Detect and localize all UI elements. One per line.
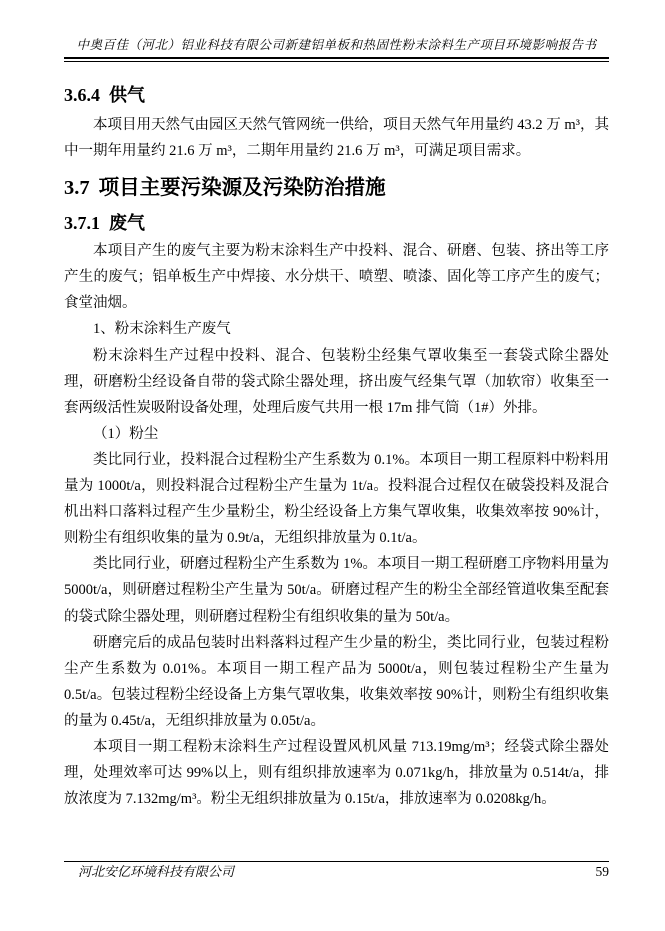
section-title: 项目主要污染源及污染防治措施 — [98, 176, 386, 200]
footer-page-number: 59 — [595, 864, 609, 879]
sub-item-1-dust-title: （1）粉尘 — [93, 425, 159, 442]
paragraph-dust-packing: 研磨完后的成品包装时出料落料过程产生少量的粉尘，类比同行业，包装过程粉尘产生系数为 0.01%。本项目一期工程产品为 5000t/a，则包装过程粉尘产生量为 0.5t/a。包装过程粉尘经设备上方集气罩收集，收集效率按 90%计，则粉尘有组织收集的量为 0.45t/a，无组织排放量为 0.05t/a。 — [64, 634, 609, 729]
section-number: 3.6.4 — [64, 85, 100, 105]
section-title: 废气 — [109, 213, 145, 234]
header-double-rule — [64, 57, 609, 62]
section-heading-3-6-4 — [64, 82, 609, 108]
section-heading-3-7 — [64, 174, 609, 202]
list-item-1-title: 1、粉末涂料生产废气 — [93, 321, 231, 338]
paragraph-gas-supply: 本项目用天然气由园区天然气管网统一供给，项目天然气年用量约 43.2 万 m³，其中一期年用量约 21.6 万 m³，二期年用量约 21.6 万 m³，可满足项目需求。 — [64, 117, 609, 160]
paragraph-dust-emission: 本项目一期工程粉末涂料生产过程设置风机风量 713.19mg/m³；经袋式除尘器处理，处理效率可达 99%以上，则有组织排放速率为 0.071kg/h，排放量为 0.514t/a，排放浓度为 7.132mg/m³。粉尘无组织排放量为 0.15t/a，排放速率为 0.0208kg/h。 — [64, 738, 609, 808]
running-header-title: 中奥百佳（河北）铝业科技有限公司新建铝单板和热固性粉末涂料生产项目环境影响报告书 — [76, 37, 597, 52]
section-title: 供气 — [109, 85, 145, 105]
section-heading-3-7-1 — [64, 210, 609, 236]
running-header — [64, 36, 609, 62]
running-footer — [64, 861, 609, 882]
paragraph-waste-gas-intro: 本项目产生的废气主要为粉末涂料生产中投料、混合、研磨、包装、挤出等工序产生的废气；铝单板生产中焊接、水分烘干、喷塑、喷漆、固化等工序产生的废气；食堂油烟。 — [64, 243, 609, 312]
footer-company-name: 河北安亿环境科技有限公司 — [78, 865, 235, 880]
paragraph-powder-process: 粉末涂料生产过程中投料、混合、包装粉尘经集气罩收集至一套袋式除尘器处理，研磨粉尘经设备自带的袋式除尘器处理，挤出废气经集气罩（加软帘）收集至一套两级活性炭吸附设备处理，处理后废气共用一根 17m 排气筒（1#）外排。 — [64, 347, 609, 416]
section-number: 3.7.1 — [64, 213, 100, 234]
paragraph-dust-grinding: 类比同行业，研磨过程粉尘产生系数为 1%。本项目一期工程研磨工序物料用量为 5000t/a，则研磨过程粉尘产生量为 50t/a。研磨过程产生的粉尘全部经管道收集至配套的袋式除尘器处理，则研磨过程粉尘有组织收集的量为 50t/a。 — [64, 556, 609, 625]
section-number: 3.7 — [64, 177, 90, 200]
paragraph-dust-feeding: 类比同行业，投料混合过程粉尘产生系数为 0.1%。本项目一期工程原料中粉料用量为 1000t/a，则投料混合过程粉尘产生量为 1t/a。投料混合过程仅在破袋投料及混合机出料口落料过程产生少量粉尘，粉尘经设备上方集气罩收集，收集效率按 90%计，则粉尘有组织收集的量为 0.9t/a，无组织排放量为 0.1t/a。 — [64, 451, 609, 547]
